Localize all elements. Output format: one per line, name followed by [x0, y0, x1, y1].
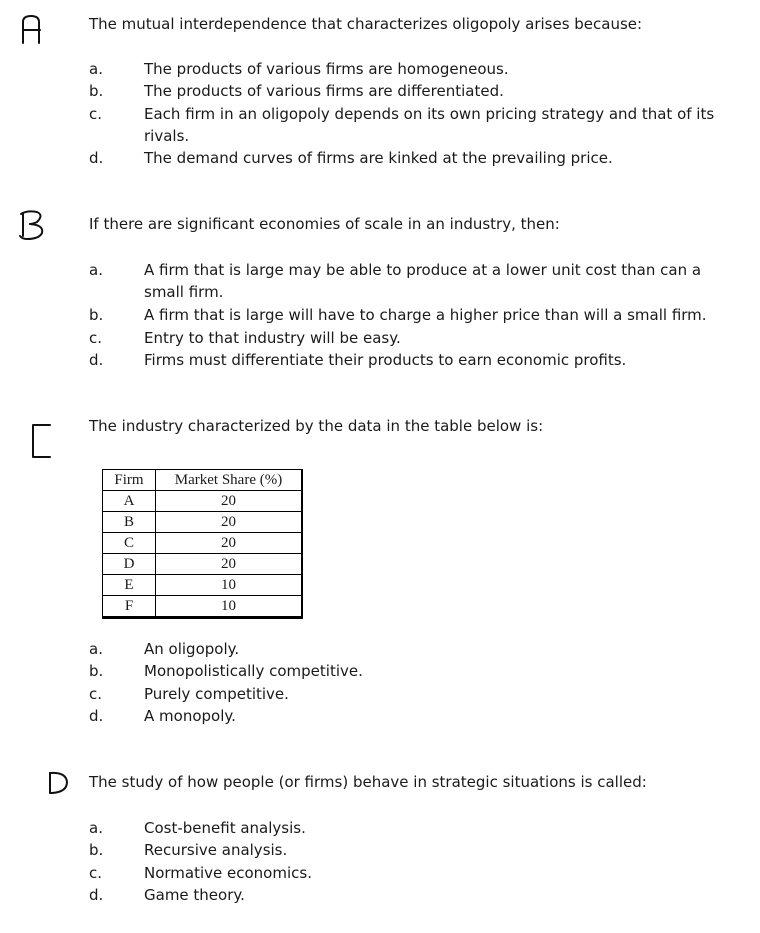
table-row	[103, 491, 303, 512]
option-letter: b.	[89, 662, 104, 680]
option-text: A monopoly.	[144, 707, 236, 725]
option-letter: d.	[89, 149, 104, 167]
option-text: An oligopoly.	[144, 640, 240, 658]
option-text: Recursive analysis.	[144, 841, 288, 859]
option-letter: d.	[89, 886, 104, 904]
column-header: Firm	[103, 470, 156, 491]
option-letter: d.	[89, 707, 104, 725]
option-text: Cost-benefit analysis.	[144, 819, 306, 837]
option-text: Normative economics.	[144, 864, 312, 882]
table-cell: B	[103, 512, 156, 533]
option-text: Game theory.	[144, 886, 245, 904]
handwritten-marker-a	[18, 13, 44, 45]
option-text: A firm that is large may be able to produce at a lower unit cost than can a small firm.	[144, 261, 702, 301]
question-stem: The study of how people (or firms) behave in strategic situations is called:	[89, 773, 647, 791]
question-stem: If there are significant economies of scale in an industry, then:	[89, 215, 560, 233]
table-row	[103, 533, 303, 554]
option-text: Monopolistically competitive.	[144, 662, 363, 680]
option-letter: a.	[89, 640, 103, 658]
option-text: Firms must differentiate their products to earn economic profits.	[144, 351, 627, 369]
table-cell: E	[103, 575, 156, 596]
question-stem: The mutual interdependence that characterizes oligopoly arises because:	[89, 15, 643, 33]
option-text: A firm that is large will have to charge a higher price than will a small firm.	[144, 306, 707, 324]
table-cell: 20	[156, 554, 303, 575]
table-row	[103, 554, 303, 575]
option-letter: b.	[89, 82, 104, 100]
table-cell: 10	[156, 575, 303, 596]
handwritten-marker-c	[29, 422, 55, 462]
table-row	[103, 575, 303, 596]
option-letter: a.	[89, 819, 103, 837]
handwritten-marker-b	[17, 206, 49, 242]
option-letter: c.	[89, 329, 103, 347]
option-letter: a.	[89, 261, 103, 279]
option-letter: b.	[89, 841, 104, 859]
option-text: Entry to that industry will be easy.	[144, 329, 401, 347]
table-cell: 20	[156, 512, 303, 533]
option-letter: c.	[89, 685, 103, 703]
table-row	[103, 596, 303, 618]
option-letter: c.	[89, 105, 103, 123]
table-cell: A	[103, 491, 156, 512]
option-text: Each firm in an oligopoly depends on its own pricing strategy and that of its rivals.	[144, 105, 715, 145]
question-stem: The industry characterized by the data in the table below is:	[89, 417, 544, 435]
table-cell: 20	[156, 533, 303, 554]
table-row	[103, 512, 303, 533]
table-cell: 20	[156, 491, 303, 512]
option-letter: a.	[89, 60, 103, 78]
option-letter: c.	[89, 864, 103, 882]
table-header-row	[103, 470, 303, 491]
handwritten-marker-d	[46, 770, 72, 796]
option-text: The demand curves of firms are kinked at the prevailing price.	[144, 149, 613, 167]
table-cell: 10	[156, 596, 303, 618]
option-letter: d.	[89, 351, 104, 369]
table-cell: F	[103, 596, 156, 618]
option-text: The products of various firms are homogeneous.	[144, 60, 509, 78]
option-text: The products of various firms are differentiated.	[144, 82, 504, 100]
market-share-table	[102, 469, 303, 619]
table-cell: D	[103, 554, 156, 575]
option-text: Purely competitive.	[144, 685, 289, 703]
option-letter: b.	[89, 306, 104, 324]
table-cell: C	[103, 533, 156, 554]
column-header: Market Share (%)	[156, 470, 303, 491]
